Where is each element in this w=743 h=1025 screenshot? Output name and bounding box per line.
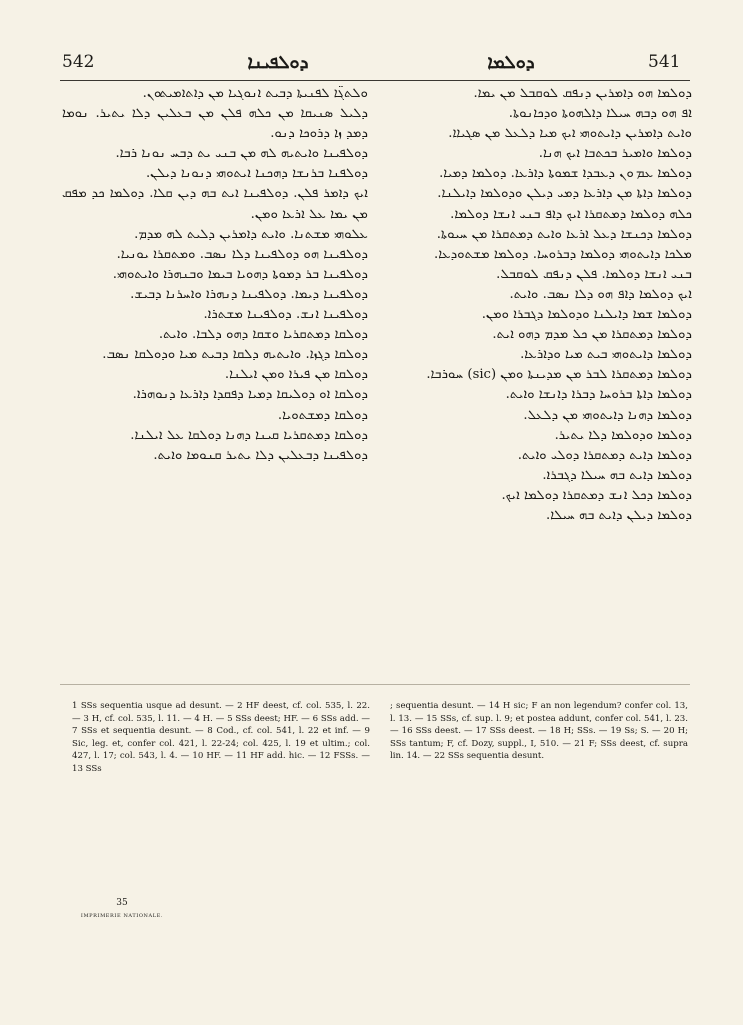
left-column-paragraph [62,84,368,466]
left-line: ܥܠܘܗܝ ܡܫܬܢܐ. ܘܐܝܬ ܕܐܡܪܝܢ ܕܠܝܬ ܠܗ ܡܕܡ. [134,226,368,242]
right-running-title: ܕܘܠܡܐ [487,52,535,73]
left-line: ܕܠܝܠ ܣܢܝܩܐ ܡܢ ܟܠܗ ܦܠܢ ܡܢ ܒܥܠܝܢ ܕܠܐ ܝܬܝܪ. ܢܘܡܐ ܕܡܕ ܙܐ ܕܪܘܟܐ ܕܢܘ. [62,106,368,142]
right-column-paragraph [386,84,692,526]
right-line: ܕܘܠܡܐ ܕܐܬܐ ܡܢ ܕܐܪܥܐ ܕܡܝ ܕܝܠܢ ܘܕܘܠܡܐ ܕܐܝܠܢܐ. [437,186,692,202]
left-line: ܕܘܠܩܐ ܡܢ ܦܝܪܐ ܘܡܢ ܐܝܠܢܐ. [224,367,368,383]
right-line: ܕܘܠܡܐ ܕܡܬܩܪܐ ܡܢ ܟܠ ܡܕܡ ܕܗܘ ܐܝܬ. [492,327,692,343]
left-line: ܕܘܠܩܐ ܕܡܬܩܪܝܐ ܘܫܩܐ ܕܗܘ ܕܠܒܐ. ܘܐܝܬ. [158,327,368,343]
left-line: ܕܘܠܦܝܢܐ ܕܒܥܠܝܢ ܕܠܐ ܝܬܝܪ ܩܢܘܡܐ ܘܐܝܬ. [153,447,368,463]
right-line: ܕܘܠܡܐ ܕܟܢܫܐ ܕܥܠ ܐܪܥܐ ܘܐܝܬ ܕܡܬܩܪܐ ܡܢ ܚܝܘܬܐ. [436,226,692,242]
left-footnotes: 1 SSs sequentia usque ad desunt. — 2 HF deest, cf. col. 535, l. 22. — 3 H, cf. col. 535, l. 11. — 4 H. — 5 SSs deest; HF. — 6 SSs add. — 7 SSs et sequentia desunt. — 8 Cod., cf. col. 541, l. 22 et inf. — 9 Sic, leg. et, confer col. 421, l. 22-24; col. 425, l. 19 et ultim.; col. 427, l. 17; col. 543, l. 4. — 10 HF. — 11 HF add. hic. — 12 FSSs. — 13 SSs [72,701,370,774]
left-line: ܐܝܟ ܕܐܡܪ ܦܠܢ. ܕܘܠܦܝܢܐ ܐܝܬ ܒܗ ܕܝܢ ܩܠܐ. ܕܘܠܡܐ ܟܕ ܡܦܩ ܡܢ ܝܡܐ ܥܠ ܐܪܥܐ ܘܡܢ. [62,186,368,222]
left-line: ܕܘܠܦܝܢܐ ܕܝܡܐ. ܕܘܠܦܝܢܐ ܕܢܗܪܐ ܘܐܚܪܢܐ ܕܒܝܫ. [130,286,368,302]
right-line: ܕܘܠܡܐ ܘܐܡܝܪ ܒܟܬܒܐ ܐܝܟ ܗܢܐ. [538,146,692,162]
right-line: ܡܠܟܐ ܕܐܝܬܘܗܝ ܕܘܠܡܐ ܕܒܪܘܚܐ. ܕܘܠܡܐ ܡܫܬܘܕܥܐ. [434,246,692,262]
right-line: ܟܠܗ ܕܘܠܡܐ ܕܡܬܩܪܐ ܐܝܟ ܕܐܦ ܒܢܝ ܐܢܫܐ ܕܘܠܡܐ. [450,206,692,222]
right-text-column [386,84,692,526]
left-line: ܕܘܠܦܝܢܐ ܐܢܫ. ܕܘܠܦܝܢܐ ܡܫܬܪܐ. [203,307,368,323]
right-line: ܕܘܠܡܐ ܕܗܢܐ ܕܐܝܬܘܗܝ ܡܢ ܕܠܥܠ. [523,407,692,423]
right-line: ܘܐܝܬ ܕܐܡܪܝܢ ܕܐܝܬܘܗܝ ܐܝܟ ܡܝܐ ܕܠܥܠ ܡܢ ܣܓܝܐܐ. [448,126,692,142]
left-line: ܕܘܠܩܐ ܕܡܫܬܘܝܐ. [277,407,368,423]
left-text-column [62,84,368,466]
right-line: ܕܘܠܡܐ ܕܝܠܢ ܕܐܝܬ ܒܗ ܚܝܠܐ. [546,507,692,523]
left-line: ܕܘܠܦܝܢܐ ܒܪ ܕܡܘܬܐ ܕܗܘܝܐ ܒܝܡܐ ܘܒܢܗܪܐ ܘܐܝܬܘܗܝ. [112,266,368,282]
left-line: ܕܘܠܦܝܢܐ ܘܐܝܬܝܗ ܠܗ ܡܢ ܒܢܝ ܝܬ ܕܒܚ ܢܘܢܐ ܪܒܐ. [115,146,368,162]
right-page-number: 541 [648,52,681,72]
left-line: ܕܘܠܩܐ ܕܡܬܩܪܝܐ ܩܝܢܐ ܕܗܢܐ ܕܘܠܩܐ ܥܠ ܐܝܠܢܐ. [130,427,368,443]
right-line: ܐܝܟ ܕܘܠܡܐ ܕܐܦ ܗܘ ܕܠܐ ܢܣܒ. ܘܐܝܬ. [509,286,692,302]
left-line: ܕܘܠܦܝܢܐ ܗܘ ܕܘܠܦܝܢܐ ܕܠܐ ܢܣܒ. ܘܡܬܩܪܐ ܝܘܢܝܐ. [116,246,368,262]
right-line: ܕܘܠܡܐ ܗܘ ܕܐܡܪܝܢ ܕܢܦܩ ܠܘܩܒܠ ܡܢ ܝܡܐ. [473,86,692,101]
left-page-number: 542 [62,52,95,72]
right-line: ܕܘܠܡܐ ܕܐܝܬܘܗܝ ܒܝܬ ܡܝܐ ܘܕܐܪܥܐ. [520,347,692,363]
right-line: ܒܢܝ ܐܢܫܐ ܕܘܠܡܐ. ܦܠܢ ܕܢܦܩ ܠܘܩܒܠ. [496,266,692,282]
right-line: ܕܘܠܡܐ ܕܡܬܩܪܐ ܠܒܪ ܡܢ ܡܕܝܢܬܐ ܘܡܢ (sic) ܚܘܪܒܐ. [426,367,692,383]
right-line: ܕܘܠܡܐ ܕܐܬܐ ܒܪܘܚܐ ܕܒܪܐ ܕܐܢܫܐ ܘܐܝܬ. [505,387,692,403]
left-line: ܕܘܠܦܢܐ ܒܪܢܫܐ ܕܗܟܢܐ ܐܝܬܘܗܝ ܕܢܘܢܐ ܕܝܠܢ. [145,166,368,182]
right-line: ܕܘܠܡܐ ܕܟܠ ܐܢܫ ܕܡܬܩܪܐ ܕܘܠܡܐ ܐܝܟ. [501,487,692,503]
right-line: ܕܘܠܡܐ ܕܐܝܬ ܒܗ ܚܝܠܐ ܕܓܒܪܐ. [542,467,692,483]
right-line: ܕܘܠܡܐ ܫܡܐ ܕܐܝܠܢܐ ܘܕܘܠܡܐ ܕܓܒܪܐ ܘܡܢ. [481,307,692,323]
left-line: ܕܘܠܩܐ ܐܘ ܕܘܠܝܩܐ ܕܡܝܐ ܕܦܩܕܐ ܕܐܪܥܐ ܕܢܘܗܪܐ. [132,387,368,403]
footnotes-rule [60,684,690,685]
left-line: ܕܘܠܩܐ ܕܓܙܐ. ܘܐܝܬܝܗ ܕܠܩܐ ܕܒܝܬ ܡܝܐ ܘܕܘܠܩܐ ܢܣܒ. [102,347,368,363]
right-footnotes: ; sequentia desunt. — 14 H sic; F an non legendum? confer col. 13, l. 13. — 15 SSs, cf. sup. l. 9; et postea addunt, confer col. 541, l. 23. — 16 SSs deest. — 17 SSs deest. — 18 H; SSs. — 19 Ss; S. — 20 H; SSs tantum; F, cf. Dozy, suppl., I, 510. — 21 F; SSs deest, cf. supra lin. 14. — 22 SSs sequentia desunt. [390,701,688,762]
signature-mark: 35 [116,898,128,908]
left-line: ܘܠܬܓ̈ܐ ܠܦܢܝܬܐ ܕܒܝܬ ܐܢܘܓܝܐ ܡܢ ܕܐܬܐܡܝܬܘܢ. [142,86,368,101]
right-line: ܕܘܠܡܐ ܘܕܘܠܡܐ ܕܠܐ ܝܬܝܪ. [554,427,692,443]
right-line: ܐܦ ܗܘ ܕܒܗ ܚܝܠܐ ܕܐܠܗܘܬܐ ܘܕܟܐܢܘܬܐ. [508,106,692,122]
left-running-title: ܕܘܠܦܝܢܐ [247,52,309,73]
header-rule [60,80,690,81]
printer-imprint: IMPRIMERIE NATIONALE. [80,913,164,919]
right-line: ܕܘܠܡܐ ܕܐܝܬ ܕܡܬܩܪܐ ܕܘܠܝ ܘܐܝܬ. [517,447,692,463]
right-line: ܕܘܠܡܐ ܥܡ ܘܢ ܕܥܒܕܐ ܫܡܘܬܐ ܕܐܪܥܐ. ܕܘܠܡܐ ܕܡܝܐ. [439,166,692,182]
